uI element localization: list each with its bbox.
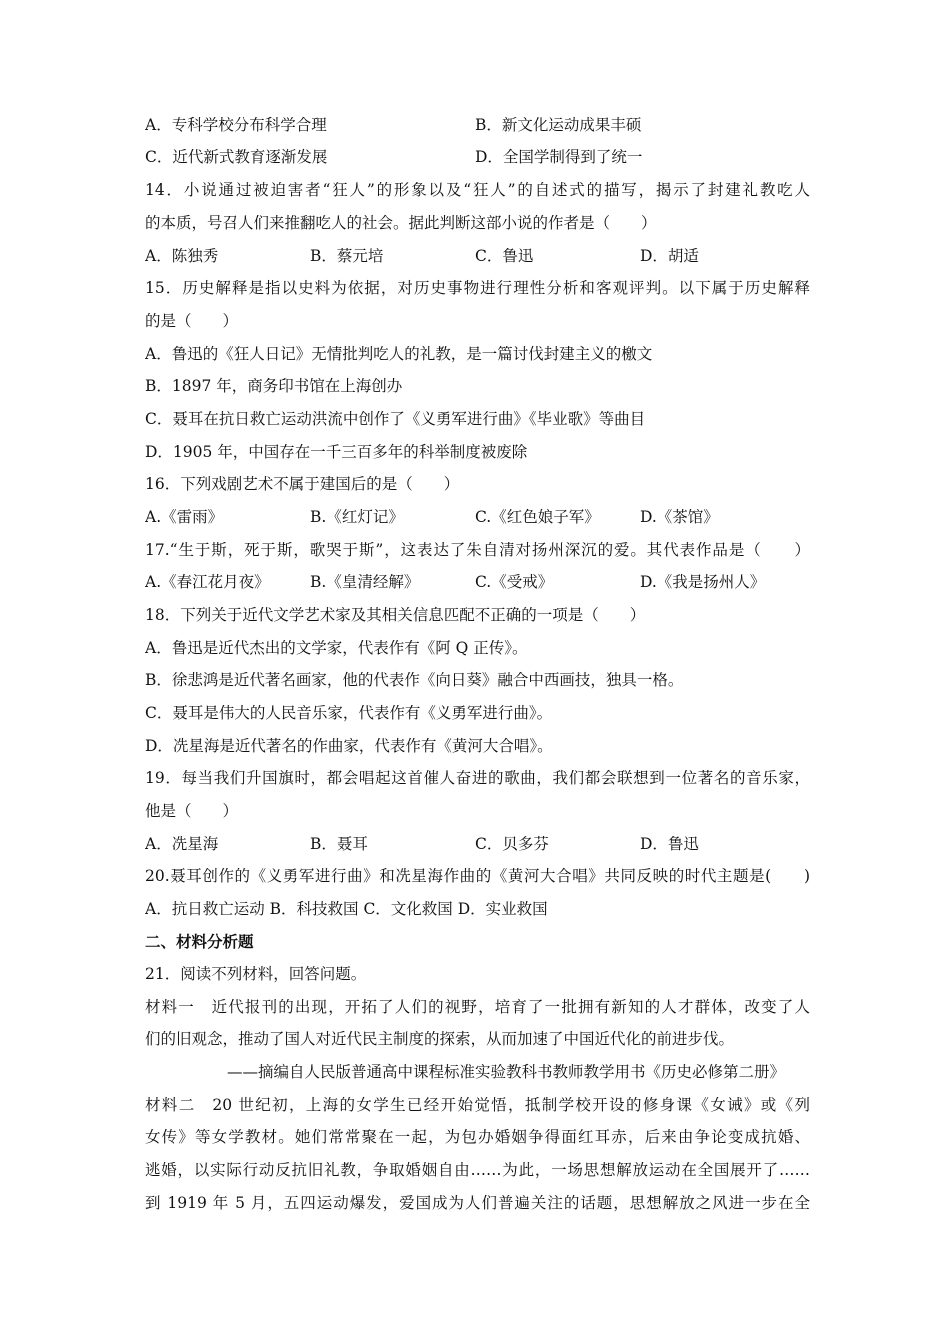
q15-option-a: A．鲁迅的《狂人日记》无情批判吃人的礼教，是一篇讨伐封建主义的檄文 [145,345,653,363]
q17-option-c: C.《受戒》 [475,573,554,591]
q16-option-d: D.《茶馆》 [640,508,719,526]
q17-stem: 17.“生于斯，死于斯，歌哭于斯”，这表达了朱自清对扬州深沉的爱。其代表作品是（ ） [145,541,810,559]
section-title: 二、材料分析题 [145,932,254,951]
material-2-line-2: 女传》等女学教材。她们常常聚在一起，为包办婚姻争得面红耳赤，后来由争论变成抗婚、 [145,1128,810,1146]
material-2-line-4: 到 1919 年 5 月，五四运动爆发，爱国成为人们普遍关注的话题，思想解放之风进一步在全 [145,1194,810,1212]
q19-stem-line-2: 他是（ ） [145,802,239,820]
q15-option-c: C．聂耳在抗日救亡运动洪流中创作了《义勇军进行曲》《毕业歌》等曲目 [145,410,646,428]
q19-options [145,828,810,861]
q14-options [145,240,810,273]
q20-options: A．抗日救亡运动 B．科技救国 C．文化救国 D．实业救国 [145,900,548,918]
q18-option-c: C．聂耳是伟大的人民音乐家，代表作有《义勇军进行曲》。 [145,704,553,722]
q21-stem: 21．阅读不列材料，回答问题。 [145,965,367,983]
q18-option-a: A．鲁迅是近代杰出的文学家，代表作有《阿 Q 正传》。 [145,639,528,657]
q18-stem: 18．下列关于近代文学艺术家及其相关信息匹配不正确的一项是（ ） [145,606,646,624]
q13-option-b: B．新文化运动成果丰硕 [475,116,642,134]
q15-stem-line-2: 的是（ ） [145,312,239,330]
q13-option-row-1 [145,109,810,142]
q19-option-a: A．冼星海 [145,835,219,853]
q18-option-d: D．冼星海是近代著名的作曲家，代表作有《黄河大合唱》。 [145,737,553,755]
q14-option-a: A．陈独秀 [145,247,219,265]
material-1-line-2: 们的旧观念，推动了国人对近代民主制度的探索，从而加速了中国近代化的前进步伐。 [145,1030,735,1048]
q14-stem-line-1: 14．小说通过被迫害者“狂人”的形象以及“狂人”的自述式的描写，揭示了封建礼教吃人 [145,181,810,199]
q16-options [145,501,810,534]
q20-stem: 20.聂耳创作的《义勇军进行曲》和冼星海作曲的《黄河大合唱》共同反映的时代主题是( ) [145,867,810,885]
q16-option-b: B.《红灯记》 [310,508,404,526]
q16-stem: 16．下列戏剧艺术不属于建国后的是（ ） [145,475,460,493]
q19-option-d: D．鲁迅 [640,835,699,853]
material-2-line-3: 逃婚，以实际行动反抗旧礼教，争取婚姻自由……为此，一场思想解放运动在全国展开了…… [145,1161,810,1179]
q16-option-a: A.《雷雨》 [145,508,224,526]
q14-option-d: D．胡适 [640,247,699,265]
q14-option-b: B．蔡元培 [310,247,384,265]
q13-option-a: A．专科学校分布科学合理 [145,116,327,134]
material-2-line-1: 材料二 20 世纪初，上海的女学生已经开始觉悟，抵制学校开设的修身课《女诫》或《列 [145,1096,810,1114]
material-1-source: ——摘编自人民版普通高中课程标准实验教科书教师教学用书《历史必修第二册》 [227,1063,786,1081]
q17-option-d: D.《我是扬州人》 [640,573,766,591]
q14-stem-line-2: 的本质，号召人们来推翻吃人的社会。据此判断这部小说的作者是（ ） [145,214,657,232]
material-1-line-1: 材料一 近代报刊的出现，开拓了人们的视野，培育了一批拥有新知的人才群体，改变了人 [145,998,810,1016]
q16-option-c: C.《红色娘子军》 [475,508,600,526]
q19-option-c: C．贝多芬 [475,835,549,853]
q17-option-b: B.《皇清经解》 [310,573,420,591]
q17-options [145,566,810,599]
q19-option-b: B．聂耳 [310,835,368,853]
q14-option-c: C．鲁迅 [475,247,534,265]
q18-option-b: B．徐悲鸿是近代著名画家，他的代表作《向日葵》融合中西画技，独具一格。 [145,671,684,689]
q13-option-c: C．近代新式教育逐渐发展 [145,148,328,166]
q15-option-b: B．1897 年，商务印书馆在上海创办 [145,377,403,395]
q13-option-d: D．全国学制得到了统一 [475,148,643,166]
q19-stem-line-1: 19．每当我们升国旗时，都会唱起这首催人奋进的歌曲，我们都会联想到一位著名的音乐家， [145,769,810,787]
q15-option-d: D．1905 年，中国存在一千三百多年的科举制度被废除 [145,443,528,461]
q13-option-row-2 [145,141,810,174]
q17-option-a: A.《春江花月夜》 [145,573,270,591]
q15-stem-line-1: 15．历史解释是指以史料为依据，对历史事物进行理性分析和客观评判。以下属于历史解释 [145,279,810,297]
